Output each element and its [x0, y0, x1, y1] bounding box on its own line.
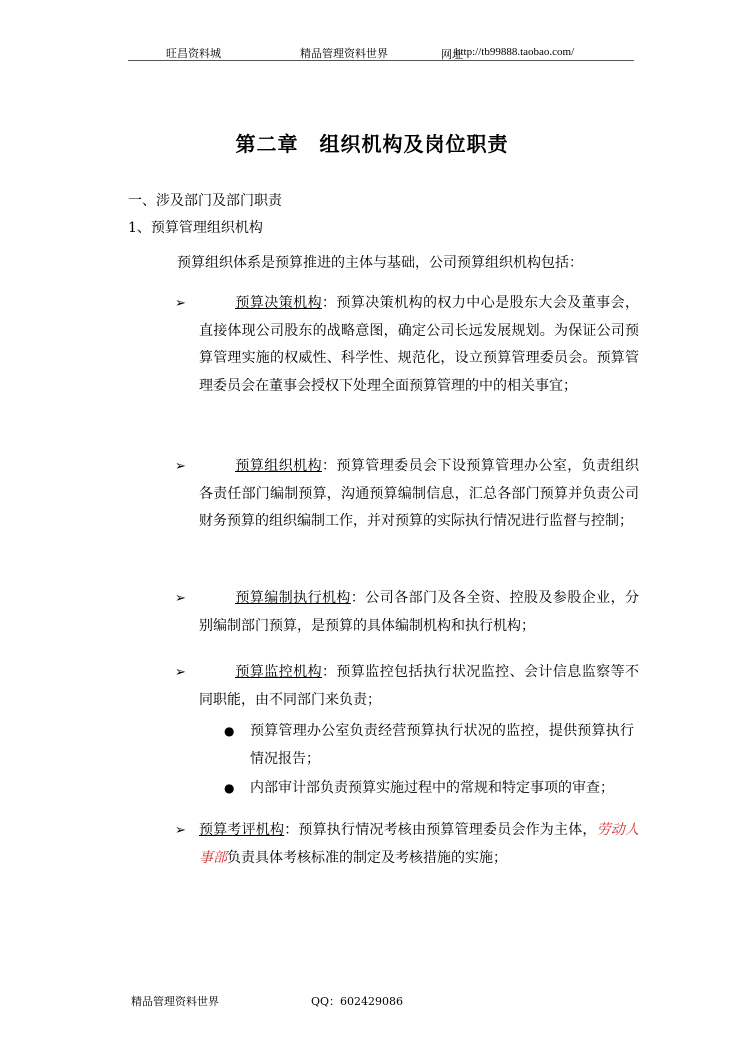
arrow-bullet-icon: ➢ — [175, 823, 186, 838]
intro-paragraph: 预算组织体系是预算推进的主体与基础，公司预算组织机构包括： — [177, 255, 583, 271]
arrow-bullet-icon: ➢ — [175, 591, 186, 606]
item-text: ：预算管理委员会下设预算管理办公室，负责组织各责任部门编制预算，沟通预算编制信息，汇总各部门预算并负责公司财务预算的组织编制工作，并对预算的实际执行情况进行监督与控制； — [199, 458, 639, 529]
item-title: 预算考评机构 — [199, 822, 285, 838]
arrow-bullet-icon: ➢ — [175, 665, 186, 680]
item-title: 预算决策机构 — [235, 295, 322, 311]
footer-qq: QQ：602429086 — [311, 995, 404, 1008]
section-heading-1: 一、涉及部门及部门职责 — [128, 193, 282, 209]
dot-bullet-icon: ● — [224, 724, 235, 738]
item-text: ：公司各部门及各全资、控股及参股企业，分别编制部门预算，是预算的具体编制机构和执行机构； — [199, 590, 640, 634]
list-item-execution — [199, 585, 639, 640]
page-header — [128, 44, 634, 61]
item-text-before: ：预算执行情况考核由预算管理委员会作为主体， — [284, 822, 597, 838]
header-website — [441, 45, 575, 61]
list-item-evaluation — [199, 817, 639, 872]
item-title: 预算监控机构 — [235, 664, 322, 680]
page-footer — [131, 993, 404, 1009]
arrow-bullet-icon: ➢ — [175, 296, 186, 311]
item-text-after: 负责具体考核标准的制定及考核措施的实施； — [227, 849, 507, 866]
chapter-title: 第二章 组织机构及岗位职责 — [235, 132, 509, 156]
list-item-monitoring — [199, 659, 639, 714]
highlighted-department: 劳动人事部 — [199, 822, 640, 866]
section-heading-2: 1、预算管理组织机构 — [128, 220, 263, 236]
footer-left-text: 精品管理资料世界 — [131, 995, 219, 1008]
dot-bullet-icon: ● — [224, 781, 235, 795]
item-text: ：预算监控包括执行状况监控、会计信息监察等不同职能，由不同部门来负责； — [199, 664, 639, 708]
item-title: 预算组织机构 — [235, 458, 322, 474]
list-item-organization — [199, 453, 639, 536]
list-item-decision — [199, 290, 639, 400]
header-url-label: 网址 — [441, 48, 463, 61]
item-text: ：预算决策机构的权力中心是股东大会及董事会，直接体现公司股东的战略意图，确定公司长远发展规划。为保证公司预算管理实施的权威性、科学性、规范化，设立预算管理委员会。预算管理委员会在董事会授权下处理全面预算管理的中的相关事宜； — [199, 295, 639, 394]
header-center-text: 精品管理资料世界 — [300, 47, 388, 60]
header-url-link[interactable]: http://tb99888.taobao.com/ — [455, 46, 575, 58]
sub-item-audit: 内部审计部负责预算实施过程中的常规和特定事项的审查； — [250, 780, 614, 796]
item-title: 预算编制执行机构 — [235, 590, 351, 606]
sub-item-office: 预算管理办公室负责经营预算执行状况的监控，提供预算执行情况报告； — [250, 723, 634, 767]
arrow-bullet-icon: ➢ — [175, 459, 186, 474]
header-left-text: 旺昌资料城 — [166, 47, 221, 60]
